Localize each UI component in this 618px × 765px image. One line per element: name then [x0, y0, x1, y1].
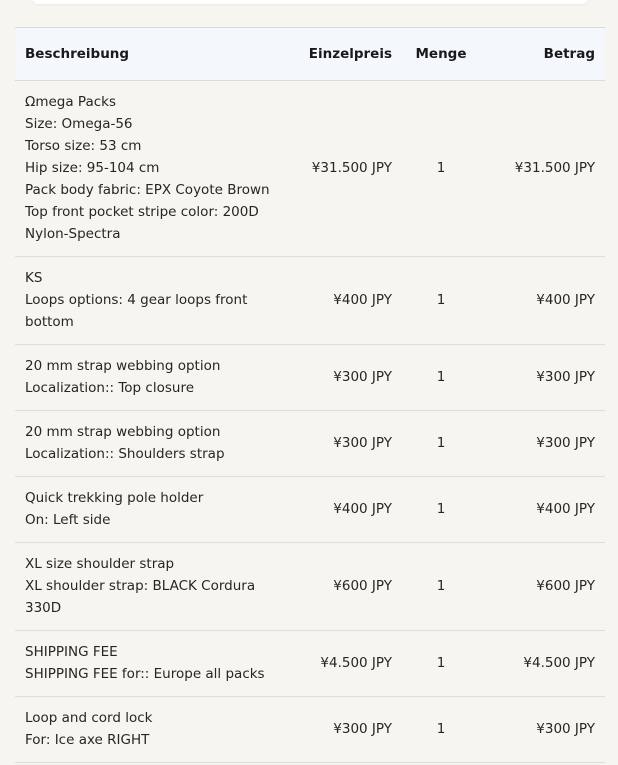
cell-amount: ¥300 JPY [480, 411, 605, 477]
description-line: XL size shoulder strap [25, 556, 175, 572]
cell-description [15, 697, 287, 763]
table-row [15, 411, 605, 477]
header-unit-price: Einzelpreis [287, 28, 402, 81]
cell-unit-price: ¥400 JPY [287, 477, 402, 543]
cell-quantity: 1 [402, 345, 480, 411]
cell-description [15, 81, 287, 257]
cell-description [15, 345, 287, 411]
table-row [15, 345, 605, 411]
description-line: 330D [25, 600, 62, 616]
description-line: On: Left side [25, 512, 111, 528]
invoice-table-container [15, 27, 605, 763]
cell-description [15, 411, 287, 477]
cell-amount: ¥600 JPY [480, 543, 605, 631]
cell-unit-price: ¥31.500 JPY [287, 81, 402, 257]
cell-description [15, 257, 287, 345]
description-line: Localization:: Shoulders strap [25, 446, 225, 462]
cell-amount: ¥4.500 JPY [480, 631, 605, 697]
table-row [15, 81, 605, 257]
cell-description [15, 543, 287, 631]
cell-unit-price: ¥400 JPY [287, 257, 402, 345]
description-line: 20 mm strap webbing option [25, 358, 221, 374]
description-line: Localization:: Top closure [25, 380, 195, 396]
description-line: Torso size: 53 cm [25, 138, 142, 154]
cell-amount: ¥31.500 JPY [480, 81, 605, 257]
description-line: Pack body fabric: EPX Coyote Brown [25, 182, 270, 198]
cell-amount: ¥300 JPY [480, 697, 605, 763]
cell-quantity: 1 [402, 543, 480, 631]
description-line: XL shoulder strap: BLACK Cordura [25, 578, 256, 594]
cell-quantity: 1 [402, 631, 480, 697]
table-row [15, 631, 605, 697]
table-row [15, 477, 605, 543]
description-line: SHIPPING FEE [25, 644, 118, 660]
description-line: KS [25, 270, 43, 286]
cell-description [15, 477, 287, 543]
header-quantity: Menge [402, 28, 480, 81]
cell-amount: ¥300 JPY [480, 345, 605, 411]
description-line: Quick trekking pole holder [25, 490, 204, 506]
cell-quantity: 1 [402, 697, 480, 763]
table-row [15, 697, 605, 763]
table-row [15, 543, 605, 631]
description-line: bottom [25, 314, 74, 330]
cell-amount: ¥400 JPY [480, 477, 605, 543]
description-line: Ωmega Packs [25, 94, 116, 110]
cell-quantity: 1 [402, 81, 480, 257]
table-body [15, 81, 605, 763]
cell-quantity: 1 [402, 257, 480, 345]
header-amount: Betrag [480, 28, 605, 81]
description-line: SHIPPING FEE for:: Europe all packs [25, 666, 265, 682]
table-header [15, 28, 605, 81]
description-line: Loop and cord lock [25, 710, 153, 726]
cell-unit-price: ¥600 JPY [287, 543, 402, 631]
description-line: For: Ice axe RIGHT [25, 732, 150, 748]
description-line: Top front pocket stripe color: 200D [25, 204, 259, 220]
description-line: Loops options: 4 gear loops front [25, 292, 248, 308]
header-description: Beschreibung [15, 28, 287, 81]
description-line: Nylon-Spectra [25, 226, 121, 242]
header-row [15, 28, 605, 81]
cell-description [15, 631, 287, 697]
cell-quantity: 1 [402, 477, 480, 543]
cell-quantity: 1 [402, 411, 480, 477]
cell-amount: ¥400 JPY [480, 257, 605, 345]
table-row [15, 257, 605, 345]
invoice-table [15, 27, 605, 763]
description-line: Size: Omega-56 [25, 116, 133, 132]
cell-unit-price: ¥4.500 JPY [287, 631, 402, 697]
previous-card [32, 0, 588, 4]
cell-unit-price: ¥300 JPY [287, 345, 402, 411]
description-line: 20 mm strap webbing option [25, 424, 221, 440]
cell-unit-price: ¥300 JPY [287, 411, 402, 477]
description-line: Hip size: 95-104 cm [25, 160, 160, 176]
cell-unit-price: ¥300 JPY [287, 697, 402, 763]
